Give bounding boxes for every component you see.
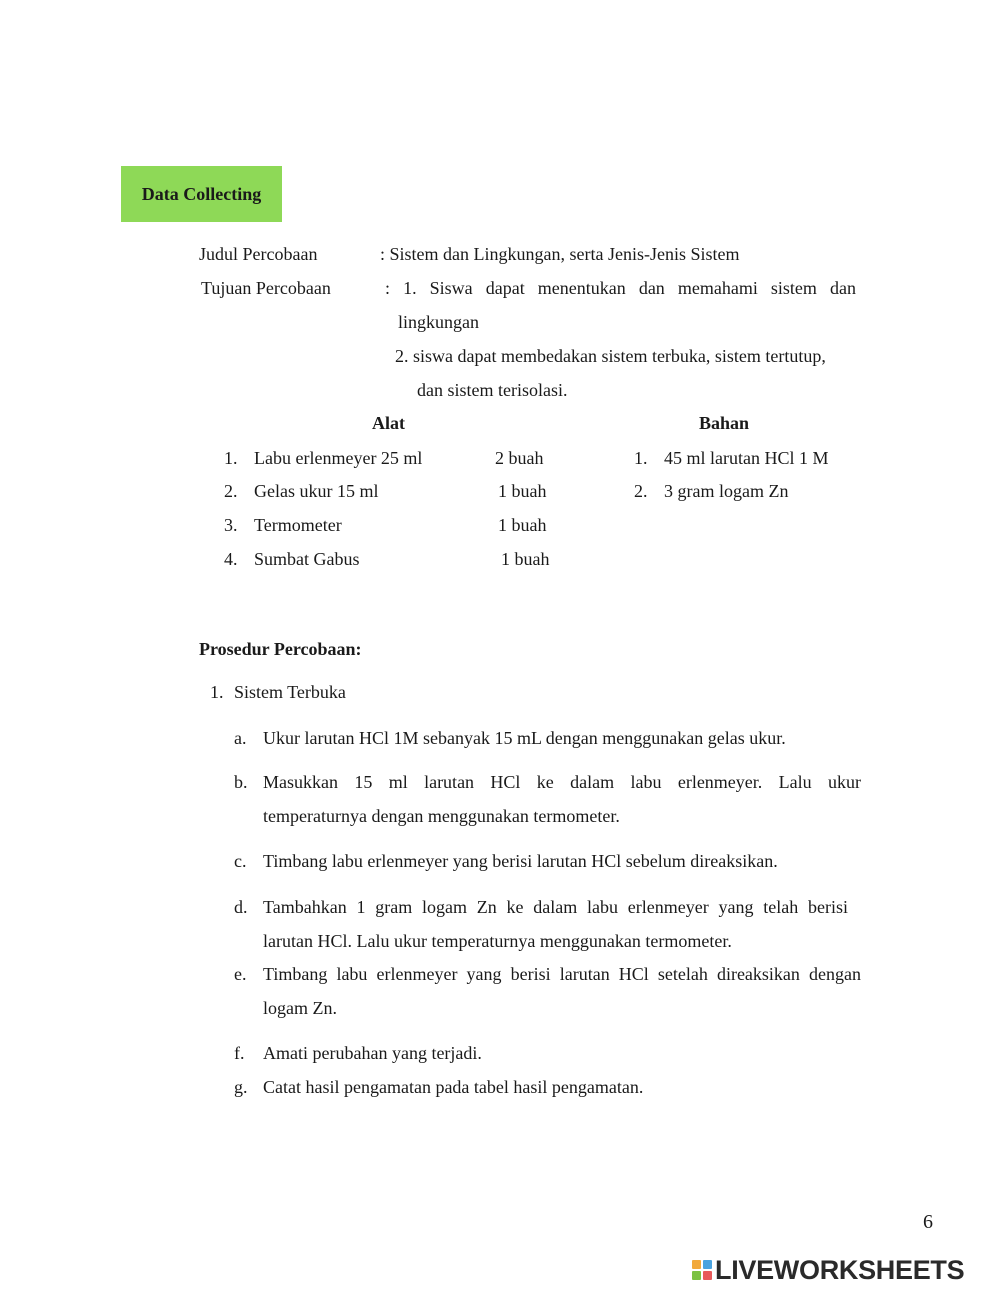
alat-item-name: Labu erlenmeyer 25 ml	[254, 448, 423, 468]
tujuan-line-1: : 1. Siswa dapat menentukan dan memahami sistem dan	[385, 278, 856, 298]
bahan-heading: Bahan	[699, 413, 750, 433]
logo-square-icon	[692, 1260, 701, 1269]
step-letter: b.	[234, 772, 248, 792]
step-text: Timbang labu erlenmeyer yang berisi larutan HCl sebelum direaksikan.	[263, 851, 778, 871]
bahan-item-name: 3 gram logam Zn	[664, 481, 789, 501]
alat-heading: Alat	[372, 413, 405, 433]
prosedur-heading: Prosedur Percobaan:	[199, 639, 362, 659]
logo-square-icon	[703, 1271, 712, 1280]
step-text: Masukkan 15 ml larutan HCl ke dalam labu erlenmeyer. Lalu ukur	[263, 772, 861, 792]
alat-item-num: 3.	[224, 515, 238, 535]
tujuan-label: Tujuan Percobaan	[201, 278, 331, 298]
tujuan-line-3: 2. siswa dapat membedakan sistem terbuka, sistem tertutup,	[395, 346, 826, 366]
alat-item-name: Termometer	[254, 515, 342, 535]
page-number: 6	[923, 1211, 933, 1233]
alat-item-qty: 1 buah	[501, 549, 550, 569]
alat-item-qty: 2 buah	[495, 448, 544, 468]
step-text-cont: logam Zn.	[263, 998, 337, 1018]
logo-square-icon	[703, 1260, 712, 1269]
step-letter: a.	[234, 728, 247, 748]
bahan-item-num: 1.	[634, 448, 648, 468]
alat-item-num: 2.	[224, 481, 238, 501]
step-text-cont: temperaturnya dengan menggunakan termometer.	[263, 806, 620, 826]
tujuan-line-2: lingkungan	[398, 312, 479, 332]
liveworksheets-logo[interactable]	[692, 1253, 964, 1287]
step-letter: c.	[234, 851, 247, 871]
step-text: Catat hasil pengamatan pada tabel hasil pengamatan.	[263, 1077, 644, 1097]
step-letter: f.	[234, 1043, 245, 1063]
step-text: Ukur larutan HCl 1M sebanyak 15 mL dengan menggunakan gelas ukur.	[263, 728, 786, 748]
section-title: Sistem Terbuka	[234, 682, 346, 702]
tujuan-line-4: dan sistem terisolasi.	[417, 380, 568, 400]
step-letter: e.	[234, 964, 247, 984]
liveworksheets-logo-icon	[692, 1260, 712, 1280]
logo-text: LIVEWORKSHEETS	[715, 1254, 965, 1285]
step-text: Tambahkan 1 gram logam Zn ke dalam labu erlenmeyer yang telah berisi	[263, 897, 848, 917]
alat-item-name: Sumbat Gabus	[254, 549, 360, 569]
step-text-cont: larutan HCl. Lalu ukur temperaturnya menggunakan termometer.	[263, 931, 732, 951]
header-label: Data Collecting	[141, 183, 262, 204]
alat-item-qty: 1 buah	[498, 481, 547, 501]
step-text: Amati perubahan yang terjadi.	[263, 1043, 482, 1063]
bahan-item-num: 2.	[634, 481, 648, 501]
step-letter: g.	[234, 1077, 248, 1097]
section-number: 1.	[210, 682, 224, 702]
step-letter: d.	[234, 897, 248, 917]
data-collecting-header	[121, 166, 282, 222]
bahan-item-name: 45 ml larutan HCl 1 M	[664, 448, 829, 468]
judul-value: : Sistem dan Lingkungan, serta Jenis-Jenis Sistem	[380, 244, 740, 264]
step-text: Timbang labu erlenmeyer yang berisi larutan HCl setelah direaksikan dengan	[263, 964, 861, 984]
alat-item-num: 1.	[224, 448, 238, 468]
judul-label: Judul Percobaan	[199, 244, 318, 264]
alat-item-num: 4.	[224, 549, 238, 569]
alat-item-name: Gelas ukur 15 ml	[254, 481, 379, 501]
logo-square-icon	[692, 1271, 701, 1280]
alat-item-qty: 1 buah	[498, 515, 547, 535]
